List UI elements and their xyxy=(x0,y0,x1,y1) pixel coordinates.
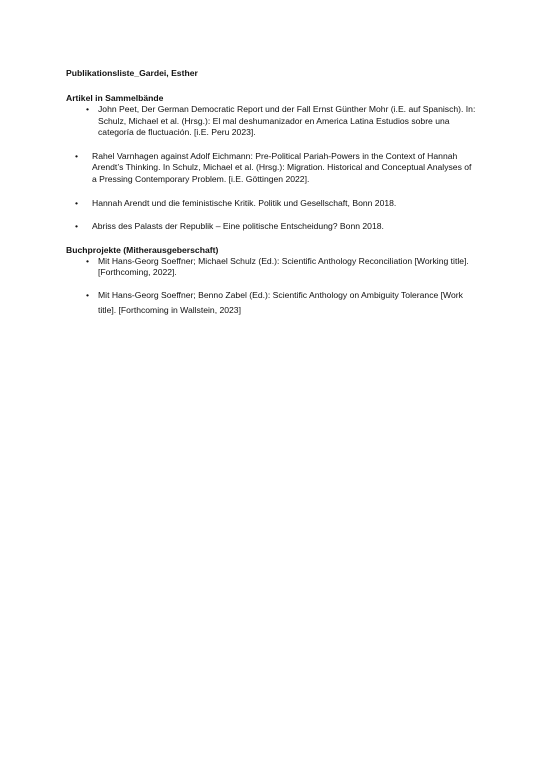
bullet-icon: • xyxy=(75,150,79,161)
list-item xyxy=(66,288,476,318)
bullet-icon: • xyxy=(86,104,90,114)
book-projects-list xyxy=(66,256,476,318)
list-item xyxy=(66,198,476,210)
articles-list xyxy=(66,104,476,233)
section-heading-book-projects: Buchprojekte (Mitherausgeberschaft) xyxy=(66,244,219,255)
list-item xyxy=(66,221,476,233)
list-item xyxy=(66,256,476,279)
list-item-text: Rahel Varnhagen against Adolf Eichmann: Pre-Political Pariah-Powers in the Context of Hannah Arendt’s Thinking. In Schulz, Michael et al. (Hrsg.): Migration. Historical and Conceptual Analyses of a Pressing Contemporary Problem. [i.E. Göttingen 2022]. xyxy=(92,150,472,184)
list-item xyxy=(66,104,476,139)
list-item-text: Abriss des Palasts der Republik – Eine politische Entscheidung? Bonn 2018. xyxy=(92,221,384,232)
bullet-icon: • xyxy=(75,197,79,208)
document-page xyxy=(66,68,476,318)
list-item xyxy=(66,151,476,186)
bullet-icon: • xyxy=(75,221,79,232)
list-item-text: Mit Hans-Georg Soeffner; Michael Schulz (Ed.): Scientific Anthology Reconciliation [Working title]. [Forthcoming, 2022]. xyxy=(98,255,469,278)
list-item-text: Hannah Arendt und die feministische Kritik. Politik und Gesellschaft, Bonn 2018. xyxy=(92,197,397,208)
bullet-icon: • xyxy=(86,289,90,300)
bullet-icon: • xyxy=(86,255,90,266)
document-title: Publikationsliste_Gardei, Esther xyxy=(66,68,198,78)
section-heading-articles: Artikel in Sammelbände xyxy=(66,93,164,103)
list-item-text: John Peet, Der German Democratic Report und der Fall Ernst Günther Mohr (i.E. auf Spanisch). In: Schulz, Michael et al. (Hrsg.): El mal deshumanizador en America Latina Estudios sobre una categoría de fluctuación. [i.E. Peru 2023]. xyxy=(98,104,476,138)
list-item-text: Mit Hans-Georg Soeffner; Benno Zabel (Ed.): Scientific Anthology on Ambiguity Tolerance [Work title]. [Forthcoming in Wallstein, 2023] xyxy=(98,289,463,315)
